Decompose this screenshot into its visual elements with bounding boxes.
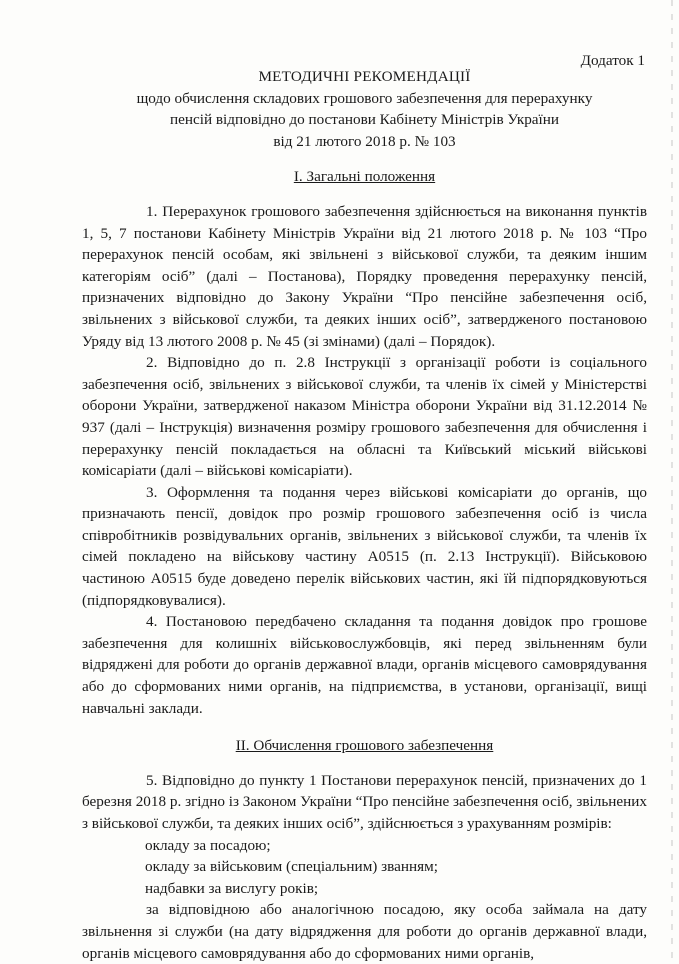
document-subtitle-line-1: щодо обчислення складових грошового забезпечення для перерахунку: [136, 89, 593, 107]
paragraph-2: 2. Відповідно до п. 2.8 Інструкції з організації роботи із соціального забезпечення осіб, звільнених з військової служби, та членів їх сімей у Міністерстві оборони України, затвердженої наказом Міністра оборони України від 31.12.2014 № 937 (далі – Інструкція) визначення розміру грошового забезпечення для обчислення і перерахунку пенсій покладається на обласні та Київський міський військові комісаріати (далі – військові комісаріати).: [82, 354, 647, 480]
scan-edge-mark: [671, 0, 673, 960]
section-2-title: ІІ. Обчислення грошового забезпечення: [235, 737, 494, 755]
list-item-equivalent-position: за відповідною або аналогічною посадою, яку особа займала на дату звільнення зі служби (на дату відрядження для роботи до органів державної влади, органів місцевого самоврядування або до сформованих ними органів,: [82, 901, 647, 962]
list-item-seniority-bonus: надбавки за вислугу років;: [145, 879, 319, 897]
list-item-position-salary: окладу за посадою;: [145, 836, 271, 854]
document-subtitle-line-3: від 21 лютого 2018 р. № 103: [273, 132, 456, 150]
section-1-title: І. Загальні положення: [293, 168, 436, 186]
paragraph-3: 3. Оформлення та подання через військові комісаріати до органів, що призначають пенсії, довідок про розмір грошового забезпечення осіб із числа співробітників розвідувальних органів, звільнених з військової служби, та членів їх сімей покладено на військову частину А0515 (п. 2.13 Інструкції). Військовою частиною А0515 буде доведено перелік військових частин, які їй підпорядковуються (підпорядковувалися).: [82, 483, 647, 609]
document-header: [82, 66, 647, 152]
paragraph-5: 5. Відповідно до пункту 1 Постанови перерахунок пенсій, призначених до 1 березня 2018 р. згідно із Законом України “Про пенсійне забезпечення осіб, звільнених з військової служби, та деяких інших осіб”, здійснюється з урахуванням розмірів:: [82, 771, 647, 832]
annex-label: Додаток 1: [580, 52, 645, 69]
paragraph-1: 1. Перерахунок грошового забезпечення здійснюється на виконання пунктів 1, 5, 7 постанови Кабінету Міністрів України від 21 лютого 2018 р. № 103 “Про перерахунок пенсій особам, які звільнені з військової служби, та деяким іншим категоріям осіб” (далі – Постанова), Порядку проведення перерахунку пенсій, призначених відповідно до Закону України “Про пенсійне забезпечення осіб, звільнених з військової служби, та деяких інших осіб”, затвердженого постановою Уряду від 13 лютого 2008 р. № 45 (зі змінами) (далі – Порядок).: [82, 202, 647, 350]
document-subtitle-line-2: пенсій відповідно до постанови Кабінету Міністрів України: [169, 111, 560, 129]
list-item-rank-salary: окладу за військовим (спеціальним) званням;: [145, 858, 438, 876]
paragraph-4: 4. Постановою передбачено складання та подання довідок про грошове забезпечення для колишніх військовослужбовців, які перед звільненням були відряджені для роботи до органів державної влади, органів місцевого самоврядування або до сформованих ними органів, на підприємства, в установи, організації, вищі навчальні заклади.: [82, 613, 647, 717]
document-title: МЕТОДИЧНІ РЕКОМЕНДАЦІЇ: [258, 68, 471, 85]
